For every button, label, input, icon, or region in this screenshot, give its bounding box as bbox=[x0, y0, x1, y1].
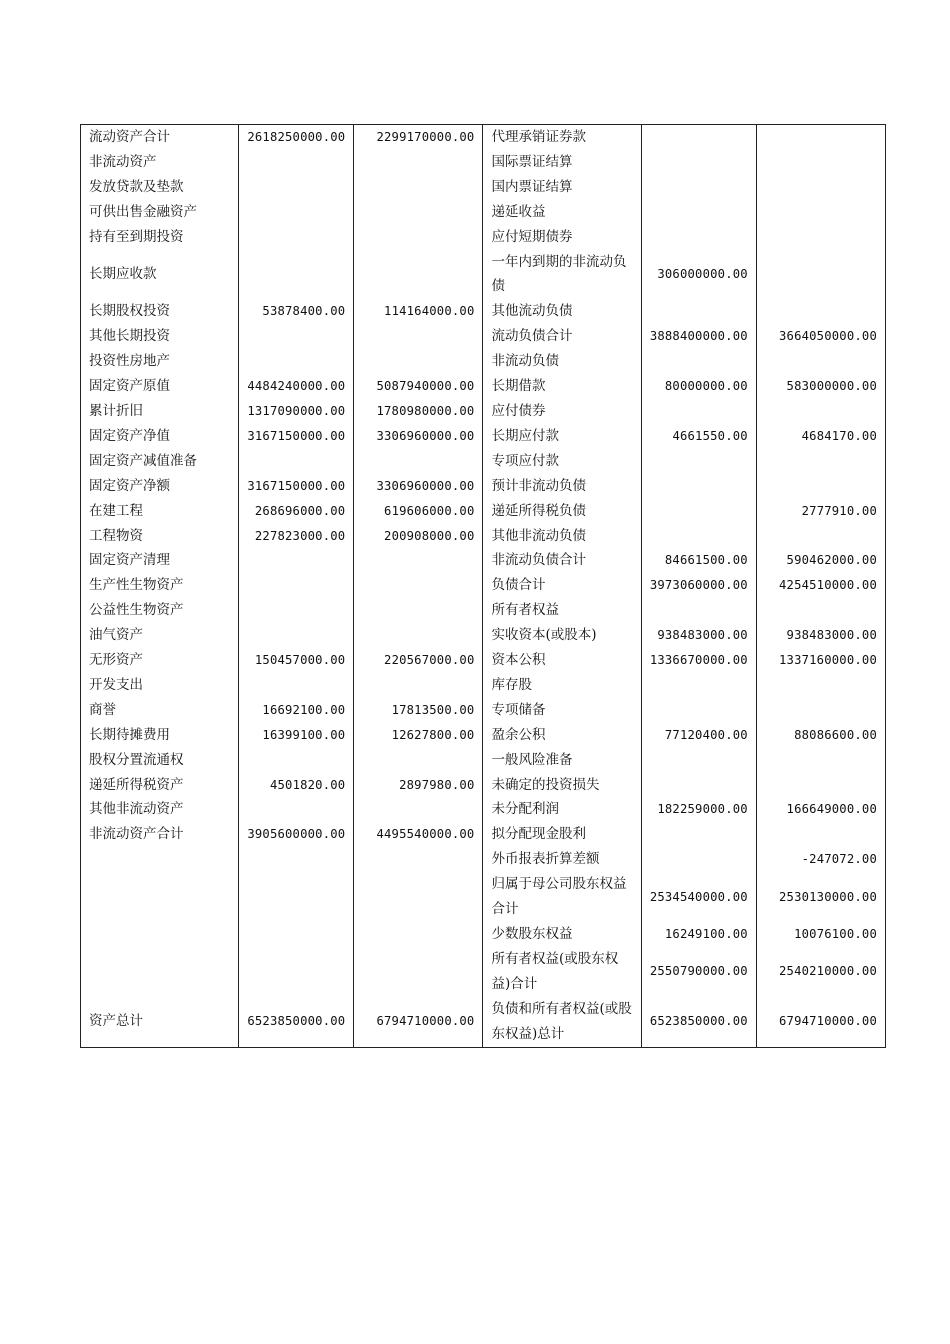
liability-value-begin bbox=[756, 449, 885, 474]
liability-value-begin bbox=[756, 175, 885, 200]
asset-value-begin: 619606000.00 bbox=[354, 499, 483, 524]
asset-value-begin: 200908000.00 bbox=[354, 524, 483, 549]
table-body bbox=[81, 125, 886, 1048]
asset-value-end bbox=[239, 922, 354, 947]
asset-label: 持有至到期投资 bbox=[81, 225, 239, 250]
asset-value-begin bbox=[354, 573, 483, 598]
liability-label: 其他流动负债 bbox=[483, 299, 641, 324]
liability-value-end bbox=[641, 349, 756, 374]
asset-value-end: 4501820.00 bbox=[239, 773, 354, 798]
liability-value-begin: 4254510000.00 bbox=[756, 573, 885, 598]
liability-value-end bbox=[641, 698, 756, 723]
liability-value-begin: 2540210000.00 bbox=[756, 947, 885, 997]
liability-value-begin: 2530130000.00 bbox=[756, 872, 885, 922]
asset-label: 固定资产清理 bbox=[81, 548, 239, 573]
liability-value-end: 306000000.00 bbox=[641, 250, 756, 300]
liability-value-end bbox=[641, 822, 756, 847]
table-row bbox=[81, 698, 886, 723]
liability-value-end bbox=[641, 175, 756, 200]
liability-value-end: 182259000.00 bbox=[641, 797, 756, 822]
asset-value-begin: 114164000.00 bbox=[354, 299, 483, 324]
table-row bbox=[81, 773, 886, 798]
table-row bbox=[81, 997, 886, 1047]
liability-value-end bbox=[641, 773, 756, 798]
liability-value-end: 1336670000.00 bbox=[641, 648, 756, 673]
liability-value-begin bbox=[756, 125, 885, 150]
liability-value-end: 4661550.00 bbox=[641, 424, 756, 449]
liability-label: 专项储备 bbox=[483, 698, 641, 723]
liability-label: 负债和所有者权益(或股东权益)总计 bbox=[483, 997, 641, 1047]
liability-value-begin bbox=[756, 698, 885, 723]
liability-label: 归属于母公司股东权益合计 bbox=[483, 872, 641, 922]
table-row bbox=[81, 623, 886, 648]
asset-label: 可供出售金融资产 bbox=[81, 200, 239, 225]
liability-label: 未确定的投资损失 bbox=[483, 773, 641, 798]
asset-label: 长期股权投资 bbox=[81, 299, 239, 324]
asset-value-begin: 1780980000.00 bbox=[354, 399, 483, 424]
table-row bbox=[81, 847, 886, 872]
table-row bbox=[81, 822, 886, 847]
asset-value-end: 6523850000.00 bbox=[239, 997, 354, 1047]
liability-value-begin bbox=[756, 299, 885, 324]
liability-value-end bbox=[641, 598, 756, 623]
asset-value-end: 3905600000.00 bbox=[239, 822, 354, 847]
asset-label: 油气资产 bbox=[81, 623, 239, 648]
asset-label: 公益性生物资产 bbox=[81, 598, 239, 623]
liability-value-begin bbox=[756, 349, 885, 374]
asset-value-begin bbox=[354, 548, 483, 573]
asset-label: 非流动资产合计 bbox=[81, 822, 239, 847]
asset-value-begin bbox=[354, 175, 483, 200]
liability-value-end bbox=[641, 200, 756, 225]
asset-label: 发放贷款及垫款 bbox=[81, 175, 239, 200]
asset-label: 商誉 bbox=[81, 698, 239, 723]
asset-value-end: 4484240000.00 bbox=[239, 374, 354, 399]
liability-label: 国内票证结算 bbox=[483, 175, 641, 200]
asset-value-end: 1317090000.00 bbox=[239, 399, 354, 424]
asset-value-begin bbox=[354, 449, 483, 474]
liability-value-begin bbox=[756, 598, 885, 623]
liability-value-begin bbox=[756, 822, 885, 847]
asset-value-begin: 6794710000.00 bbox=[354, 997, 483, 1047]
asset-value-end bbox=[239, 797, 354, 822]
asset-value-begin: 5087940000.00 bbox=[354, 374, 483, 399]
asset-value-end bbox=[239, 449, 354, 474]
liability-value-begin bbox=[756, 474, 885, 499]
liability-value-end bbox=[641, 499, 756, 524]
asset-value-begin: 220567000.00 bbox=[354, 648, 483, 673]
asset-label: 长期应收款 bbox=[81, 250, 239, 300]
liability-label: 代理承销证券款 bbox=[483, 125, 641, 150]
liability-value-end bbox=[641, 125, 756, 150]
liability-value-end bbox=[641, 399, 756, 424]
table-row bbox=[81, 299, 886, 324]
asset-label: 固定资产原值 bbox=[81, 374, 239, 399]
liability-label: 未分配利润 bbox=[483, 797, 641, 822]
table-row bbox=[81, 598, 886, 623]
liability-value-begin: 166649000.00 bbox=[756, 797, 885, 822]
asset-label: 投资性房地产 bbox=[81, 349, 239, 374]
table-row bbox=[81, 449, 886, 474]
table-row bbox=[81, 723, 886, 748]
asset-value-end bbox=[239, 200, 354, 225]
table-row bbox=[81, 548, 886, 573]
asset-value-begin bbox=[354, 947, 483, 997]
asset-value-end: 3167150000.00 bbox=[239, 474, 354, 499]
asset-value-begin bbox=[354, 225, 483, 250]
liability-label: 流动负债合计 bbox=[483, 324, 641, 349]
table-row bbox=[81, 125, 886, 150]
liability-label: 少数股东权益 bbox=[483, 922, 641, 947]
liability-value-begin bbox=[756, 399, 885, 424]
asset-label: 开发支出 bbox=[81, 673, 239, 698]
asset-label: 固定资产净额 bbox=[81, 474, 239, 499]
asset-label: 固定资产减值准备 bbox=[81, 449, 239, 474]
liability-value-begin: 938483000.00 bbox=[756, 623, 885, 648]
asset-value-end: 150457000.00 bbox=[239, 648, 354, 673]
asset-value-end bbox=[239, 150, 354, 175]
table-row bbox=[81, 424, 886, 449]
asset-value-begin: 2897980.00 bbox=[354, 773, 483, 798]
table-row bbox=[81, 872, 886, 922]
liability-label: 所有者权益(或股东权益)合计 bbox=[483, 947, 641, 997]
asset-value-end: 227823000.00 bbox=[239, 524, 354, 549]
asset-value-begin: 17813500.00 bbox=[354, 698, 483, 723]
asset-value-begin bbox=[354, 200, 483, 225]
asset-label: 其他非流动资产 bbox=[81, 797, 239, 822]
liability-value-begin: 583000000.00 bbox=[756, 374, 885, 399]
liability-label: 递延收益 bbox=[483, 200, 641, 225]
liability-label: 非流动负债 bbox=[483, 349, 641, 374]
asset-value-begin: 3306960000.00 bbox=[354, 424, 483, 449]
asset-label: 无形资产 bbox=[81, 648, 239, 673]
asset-label: 资产总计 bbox=[81, 997, 239, 1047]
table-row bbox=[81, 349, 886, 374]
liability-value-end bbox=[641, 150, 756, 175]
asset-label bbox=[81, 872, 239, 922]
liability-value-end: 84661500.00 bbox=[641, 548, 756, 573]
liability-label: 拟分配现金股利 bbox=[483, 822, 641, 847]
asset-value-begin: 4495540000.00 bbox=[354, 822, 483, 847]
liability-label: 一年内到期的非流动负债 bbox=[483, 250, 641, 300]
liability-value-end: 16249100.00 bbox=[641, 922, 756, 947]
liability-value-begin bbox=[756, 150, 885, 175]
asset-value-begin bbox=[354, 847, 483, 872]
asset-value-begin: 2299170000.00 bbox=[354, 125, 483, 150]
liability-value-begin bbox=[756, 748, 885, 773]
table-row bbox=[81, 200, 886, 225]
table-row bbox=[81, 648, 886, 673]
asset-value-end bbox=[239, 250, 354, 300]
asset-value-end: 2618250000.00 bbox=[239, 125, 354, 150]
asset-value-begin bbox=[354, 797, 483, 822]
asset-value-begin: 12627800.00 bbox=[354, 723, 483, 748]
asset-label: 股权分置流通权 bbox=[81, 748, 239, 773]
liability-label: 专项应付款 bbox=[483, 449, 641, 474]
asset-value-begin bbox=[354, 349, 483, 374]
asset-value-end bbox=[239, 349, 354, 374]
asset-label: 非流动资产 bbox=[81, 150, 239, 175]
table-row bbox=[81, 474, 886, 499]
table-row bbox=[81, 150, 886, 175]
asset-value-end: 3167150000.00 bbox=[239, 424, 354, 449]
asset-value-begin bbox=[354, 872, 483, 922]
asset-label: 长期待摊费用 bbox=[81, 723, 239, 748]
asset-value-begin bbox=[354, 598, 483, 623]
liability-label: 长期应付款 bbox=[483, 424, 641, 449]
liability-value-begin: 4684170.00 bbox=[756, 424, 885, 449]
liability-label: 资本公积 bbox=[483, 648, 641, 673]
asset-value-end: 16399100.00 bbox=[239, 723, 354, 748]
asset-value-begin bbox=[354, 748, 483, 773]
liability-value-begin bbox=[756, 673, 885, 698]
asset-value-end: 16692100.00 bbox=[239, 698, 354, 723]
asset-value-begin bbox=[354, 150, 483, 175]
liability-label: 应付债券 bbox=[483, 399, 641, 424]
liability-value-begin bbox=[756, 200, 885, 225]
asset-value-end bbox=[239, 548, 354, 573]
asset-value-end bbox=[239, 947, 354, 997]
table-row bbox=[81, 374, 886, 399]
table-row bbox=[81, 499, 886, 524]
table-row bbox=[81, 748, 886, 773]
asset-label: 在建工程 bbox=[81, 499, 239, 524]
balance-sheet-table bbox=[80, 124, 886, 1048]
table-row bbox=[81, 399, 886, 424]
asset-value-begin bbox=[354, 922, 483, 947]
asset-value-begin bbox=[354, 324, 483, 349]
liability-value-begin: 6794710000.00 bbox=[756, 997, 885, 1047]
table-row bbox=[81, 797, 886, 822]
liability-label: 国际票证结算 bbox=[483, 150, 641, 175]
liability-value-end bbox=[641, 748, 756, 773]
liability-label: 所有者权益 bbox=[483, 598, 641, 623]
asset-value-end bbox=[239, 175, 354, 200]
asset-value-end bbox=[239, 623, 354, 648]
liability-value-begin: 10076100.00 bbox=[756, 922, 885, 947]
asset-value-end bbox=[239, 324, 354, 349]
liability-value-begin: 2777910.00 bbox=[756, 499, 885, 524]
liability-value-begin: -247072.00 bbox=[756, 847, 885, 872]
liability-label: 一般风险准备 bbox=[483, 748, 641, 773]
liability-label: 预计非流动负债 bbox=[483, 474, 641, 499]
liability-label: 外币报表折算差额 bbox=[483, 847, 641, 872]
liability-value-end bbox=[641, 225, 756, 250]
liability-label: 其他非流动负债 bbox=[483, 524, 641, 549]
liability-value-begin bbox=[756, 773, 885, 798]
liability-label: 负债合计 bbox=[483, 573, 641, 598]
liability-value-end: 6523850000.00 bbox=[641, 997, 756, 1047]
asset-value-end bbox=[239, 673, 354, 698]
liability-label: 非流动负债合计 bbox=[483, 548, 641, 573]
liability-label: 应付短期债券 bbox=[483, 225, 641, 250]
liability-value-end bbox=[641, 673, 756, 698]
asset-label: 生产性生物资产 bbox=[81, 573, 239, 598]
liability-value-begin: 1337160000.00 bbox=[756, 648, 885, 673]
asset-value-end bbox=[239, 847, 354, 872]
liability-label: 长期借款 bbox=[483, 374, 641, 399]
asset-label bbox=[81, 947, 239, 997]
liability-value-end: 2550790000.00 bbox=[641, 947, 756, 997]
asset-value-end bbox=[239, 748, 354, 773]
liability-label: 实收资本(或股本) bbox=[483, 623, 641, 648]
liability-value-end: 3888400000.00 bbox=[641, 324, 756, 349]
asset-label: 固定资产净值 bbox=[81, 424, 239, 449]
table-row bbox=[81, 225, 886, 250]
liability-value-end: 77120400.00 bbox=[641, 723, 756, 748]
liability-value-begin bbox=[756, 524, 885, 549]
liability-value-end: 3973060000.00 bbox=[641, 573, 756, 598]
liability-value-end bbox=[641, 524, 756, 549]
asset-label: 其他长期投资 bbox=[81, 324, 239, 349]
liability-label: 盈余公积 bbox=[483, 723, 641, 748]
table-row bbox=[81, 573, 886, 598]
table-row bbox=[81, 673, 886, 698]
liability-label: 库存股 bbox=[483, 673, 641, 698]
liability-value-begin bbox=[756, 250, 885, 300]
asset-value-begin bbox=[354, 673, 483, 698]
liability-value-begin: 88086600.00 bbox=[756, 723, 885, 748]
table-row bbox=[81, 175, 886, 200]
liability-value-end: 938483000.00 bbox=[641, 623, 756, 648]
liability-value-end: 80000000.00 bbox=[641, 374, 756, 399]
liability-value-end bbox=[641, 299, 756, 324]
asset-value-end: 53878400.00 bbox=[239, 299, 354, 324]
liability-label: 递延所得税负债 bbox=[483, 499, 641, 524]
asset-label: 递延所得税资产 bbox=[81, 773, 239, 798]
asset-value-end: 268696000.00 bbox=[239, 499, 354, 524]
asset-value-begin bbox=[354, 250, 483, 300]
asset-value-end bbox=[239, 872, 354, 922]
asset-value-end bbox=[239, 598, 354, 623]
balance-sheet bbox=[80, 124, 886, 1048]
liability-value-begin bbox=[756, 225, 885, 250]
asset-label: 工程物资 bbox=[81, 524, 239, 549]
liability-value-end bbox=[641, 449, 756, 474]
asset-value-begin: 3306960000.00 bbox=[354, 474, 483, 499]
liability-value-end bbox=[641, 847, 756, 872]
asset-value-begin bbox=[354, 623, 483, 648]
table-row bbox=[81, 947, 886, 997]
asset-label: 累计折旧 bbox=[81, 399, 239, 424]
asset-label bbox=[81, 922, 239, 947]
table-row bbox=[81, 250, 886, 300]
liability-value-begin: 590462000.00 bbox=[756, 548, 885, 573]
liability-value-end bbox=[641, 474, 756, 499]
table-row bbox=[81, 524, 886, 549]
liability-value-end: 2534540000.00 bbox=[641, 872, 756, 922]
table-row bbox=[81, 922, 886, 947]
asset-label: 流动资产合计 bbox=[81, 125, 239, 150]
liability-value-begin: 3664050000.00 bbox=[756, 324, 885, 349]
table-row bbox=[81, 324, 886, 349]
asset-value-end bbox=[239, 573, 354, 598]
asset-label bbox=[81, 847, 239, 872]
asset-value-end bbox=[239, 225, 354, 250]
